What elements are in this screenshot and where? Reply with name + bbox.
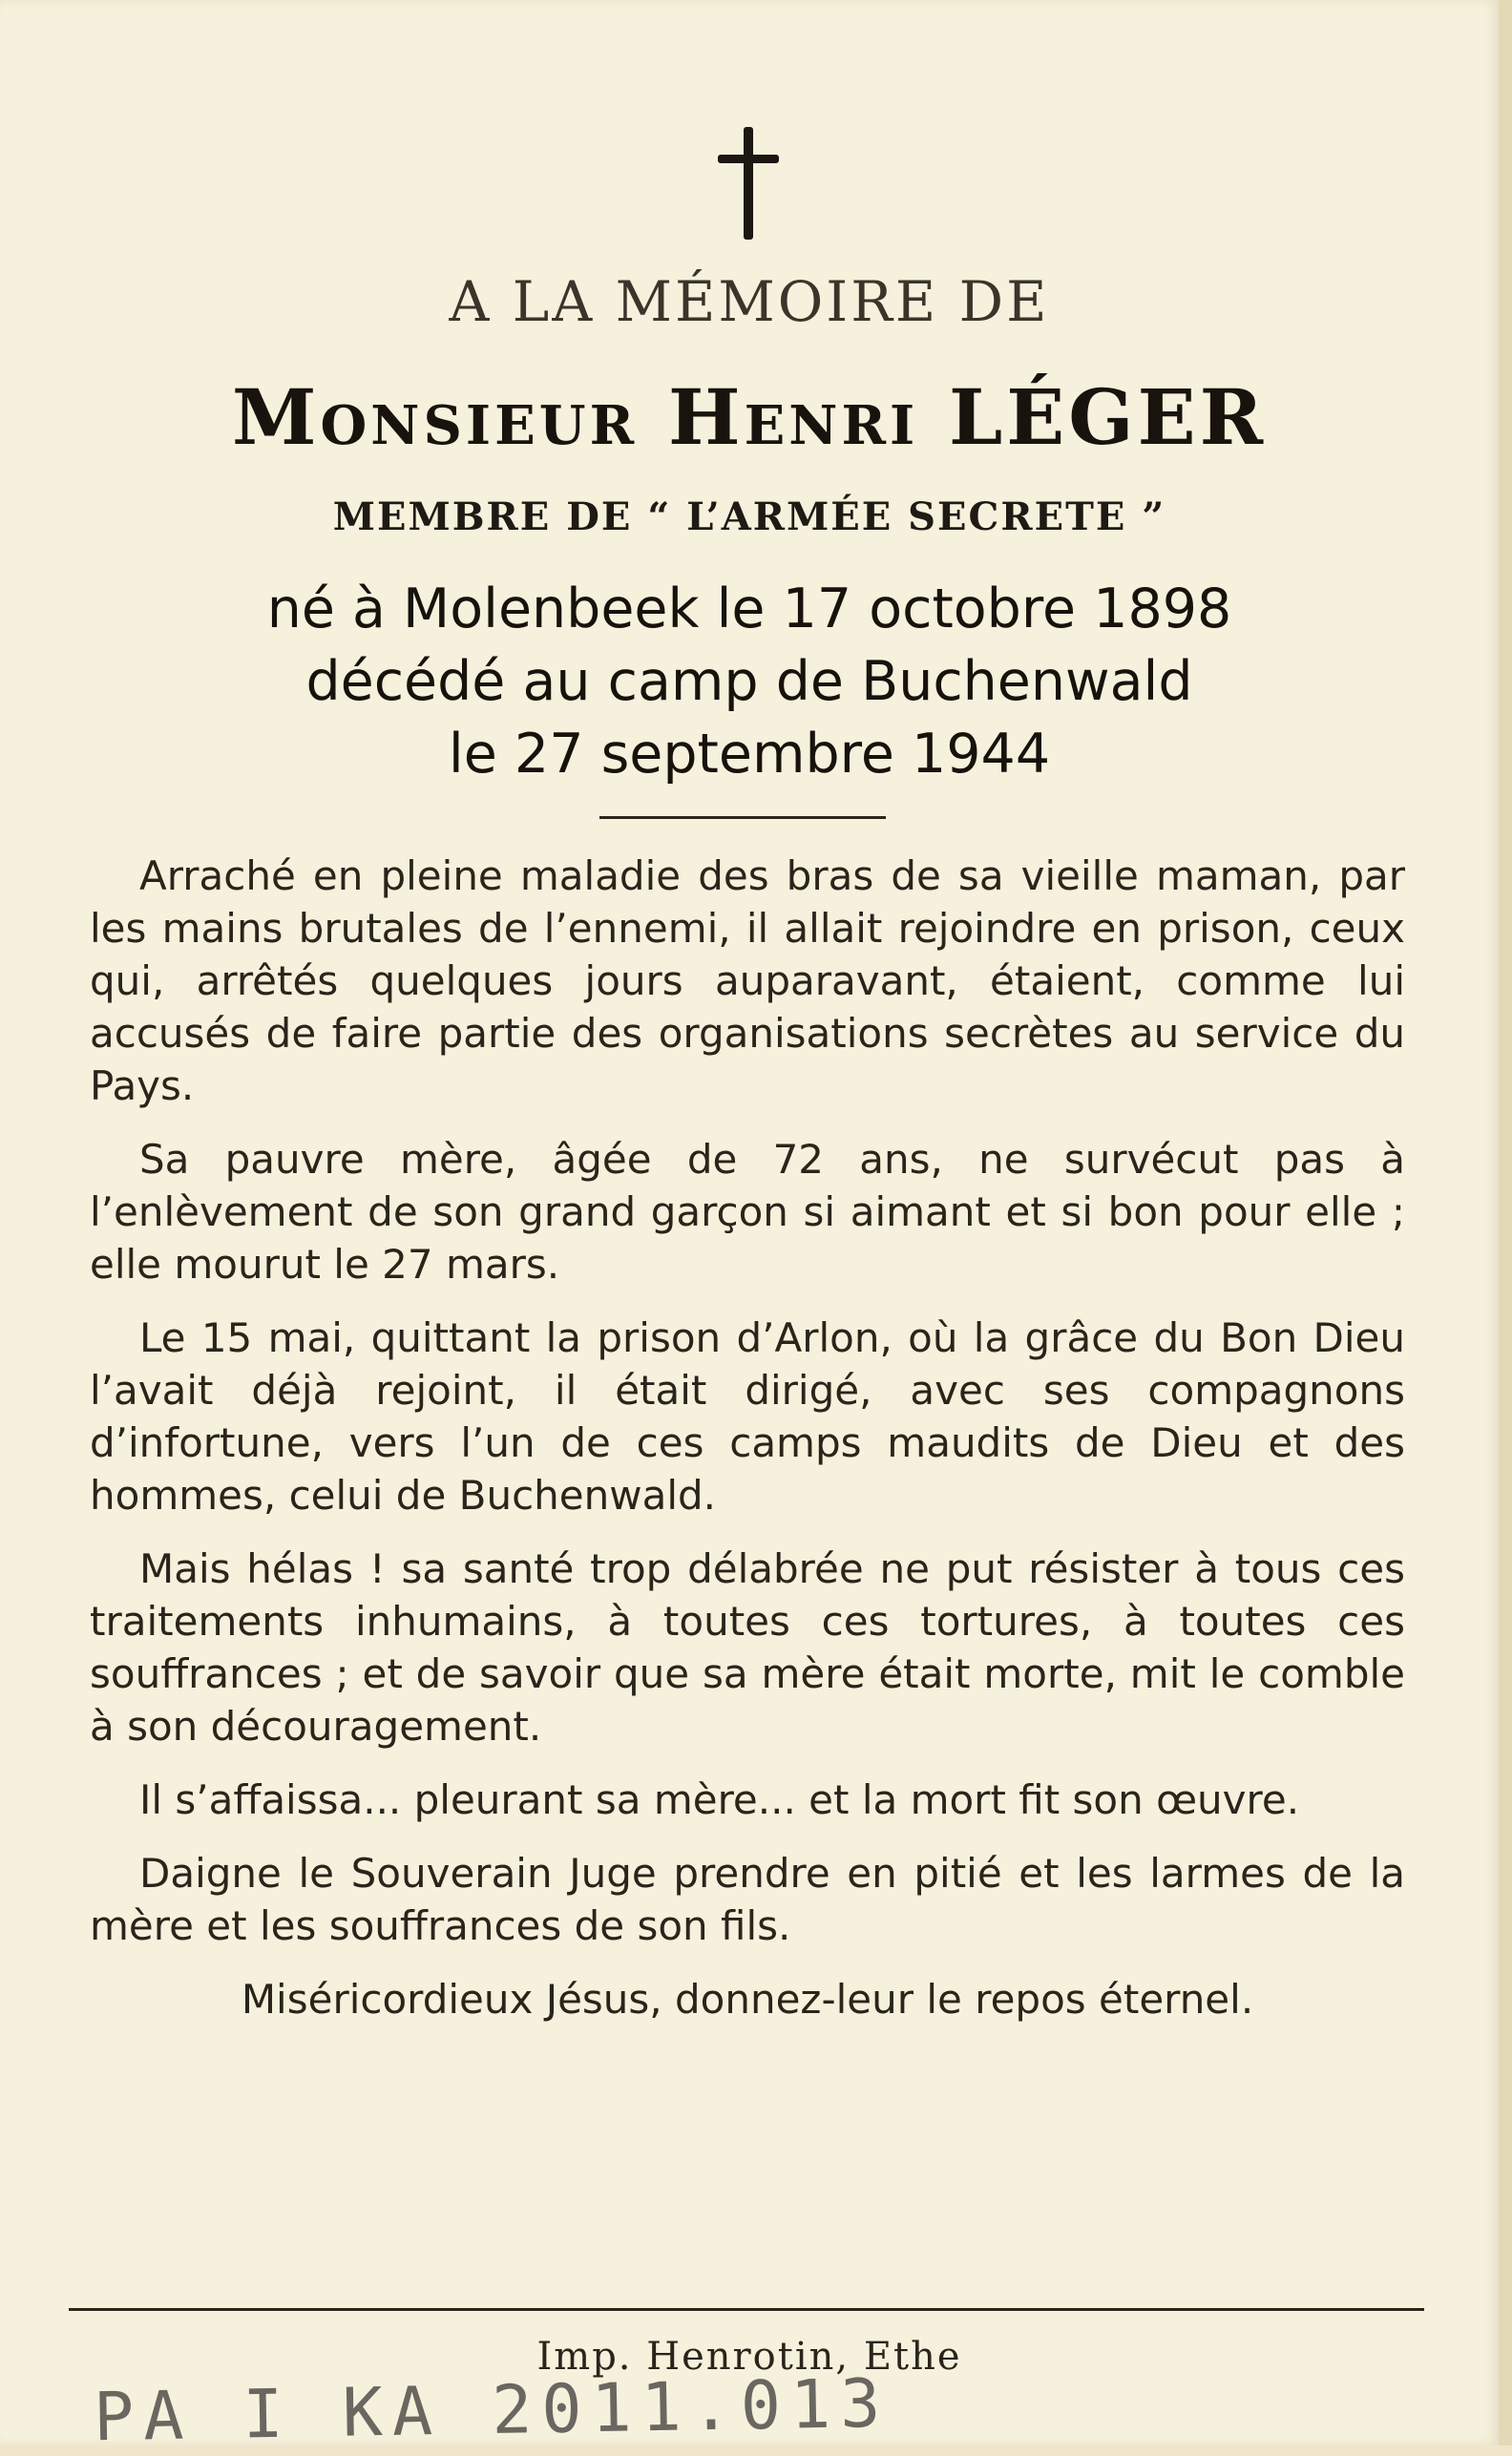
memorial-heading: A LA MÉMOIRE DE [449,269,1050,334]
death-date-line: le 27 septembre 1944 [448,723,1051,786]
eulogy-text [90,850,1405,2047]
paragraph-suffering: Mais hélas ! sa santé trop délabrée ne put résister à tous ces traitements inhumains, à toutes ces tortures, à toutes ces souffrances ; et de savoir que sa mère était morte, mit le comble à son découragement. [90,1545,1405,1750]
paragraph-deportation: Le 15 mai, quittant la prison d’Arlon, où la grâce du Bon Dieu l’avait déjà rejoint, il était dirigé, avec ses compagnons d’infortune, vers l’un de ces camps maudits de Dieu et des hommes, celui de Buchenwald. [90,1314,1405,1519]
card-edge [1499,0,1512,2446]
paragraph-arrest: Arraché en pleine maladie des bras de sa vieille maman, par les mains brutales de l’ennemi, il allait rejoindre en prison, ceux qui, arrêtés quelques jours auparavant, étaient, comme lui accusés de faire partie des organisations secrètes au service du Pays. [90,852,1405,1109]
divider-long [69,2308,1424,2311]
cross-icon [718,127,779,240]
archive-number: PA I KA 2011.013 [93,2363,891,2456]
deceased-name: Monsieur Henri LÉGER [231,372,1268,462]
paragraph-mother: Sa pauvre mère, âgée de 72 ans, ne survécut pas à l’enlèvement de son grand garçon si aimant et si bon pour elle ; elle mourut le 27 mars. [90,1136,1405,1288]
divider-short [599,816,886,819]
membership-line: MEMBRE DE “ L’ARMÉE SECRETE ” [332,494,1166,539]
paragraph-death: Il s’affaissa... pleurant sa mère... et la mort fit son œuvre. [139,1776,1300,1823]
death-place-line: décédé au camp de Buchenwald [305,650,1193,713]
printer-imprint: Imp. Henrotin, Ethe [536,2335,962,2379]
life-dates [0,573,1499,790]
paragraph-invocation: Miséricordieux Jésus, donnez-leur le repos éternel. [241,1976,1254,2023]
paragraph-prayer: Daigne le Souverain Juge prendre en pitié et les larmes de la mère et les souffrances de son fils. [90,1850,1405,1949]
birth-line: né à Molenbeek le 17 octobre 1898 [266,577,1232,640]
